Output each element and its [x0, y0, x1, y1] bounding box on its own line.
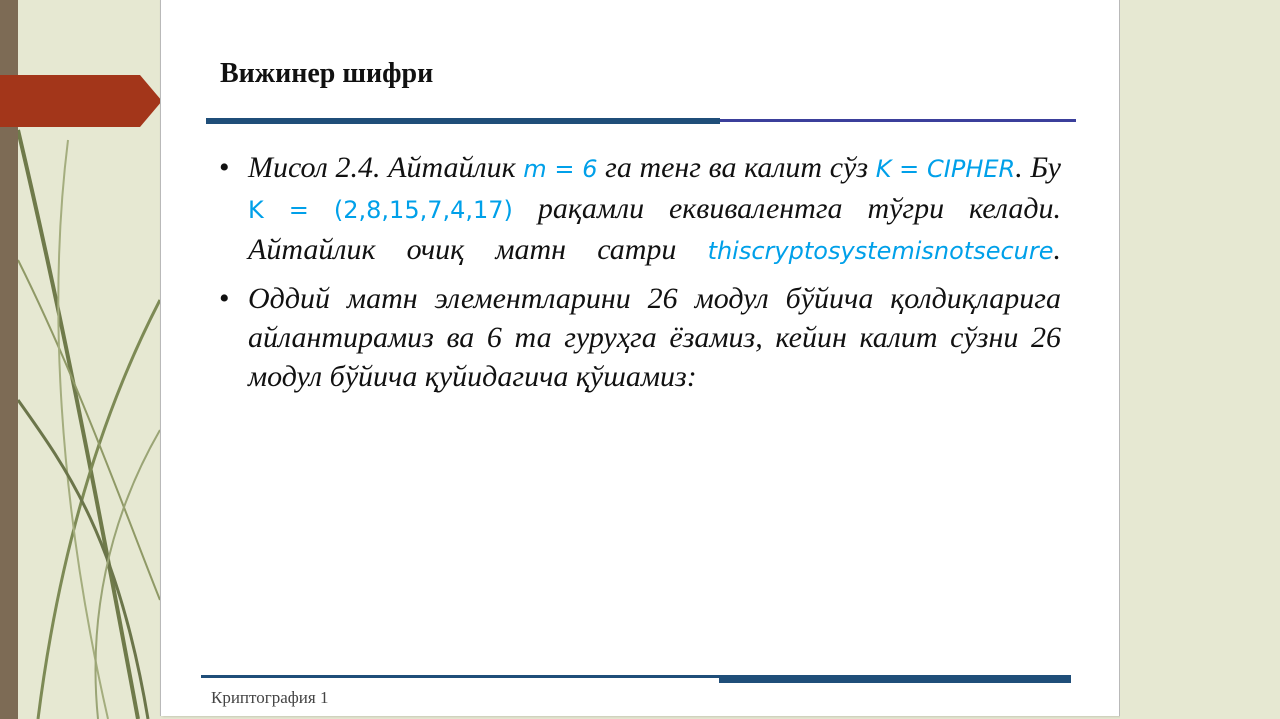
math-expression: K = (2,8,15,7,4,17) [248, 196, 513, 224]
bullet-text: Оддий матн элементларини 26 модул бўйича қолдиқларига айлантирамиз ва 6 та гуруҳга ёзамиз, кейин калит сўзни 26 модул бўйича қуйидагича қўшамиз: [248, 282, 1061, 393]
math-expression: m = 6 [523, 155, 598, 183]
bullet-item [219, 279, 1061, 396]
slide-title: Вижинер шифри [220, 58, 434, 89]
text-run: . Бу [1015, 151, 1061, 184]
text-run: Мисол 2.4. Айтайлик [248, 151, 524, 184]
footer-rule-thick [719, 678, 1071, 683]
footer-rule [201, 675, 1071, 683]
text-run: га тенг ва калит сўз [597, 151, 876, 184]
title-underline-purple [720, 119, 1076, 122]
footer-text: Криптография 1 [211, 688, 329, 707]
bullet-dot-icon: • [219, 151, 230, 184]
title-underline [206, 118, 1076, 124]
title-underline-dark [206, 118, 720, 124]
decorative-right-panel [1120, 0, 1280, 719]
text-run: рақамли еквивалентга тўгри келади. Айтайлик очиқ матн сатри [248, 192, 1061, 266]
bullet-item [219, 148, 1061, 271]
math-expression: K = CIPHER [875, 155, 1016, 183]
bullet-dot-icon: • [219, 282, 230, 315]
text-run: . [1053, 233, 1061, 266]
slide [160, 0, 1120, 716]
bullet-text [248, 148, 1061, 271]
title-marker-tab [0, 75, 162, 127]
slide-content [219, 148, 1061, 396]
math-expression: thiscryptosystemisnotsecure [707, 237, 1054, 265]
